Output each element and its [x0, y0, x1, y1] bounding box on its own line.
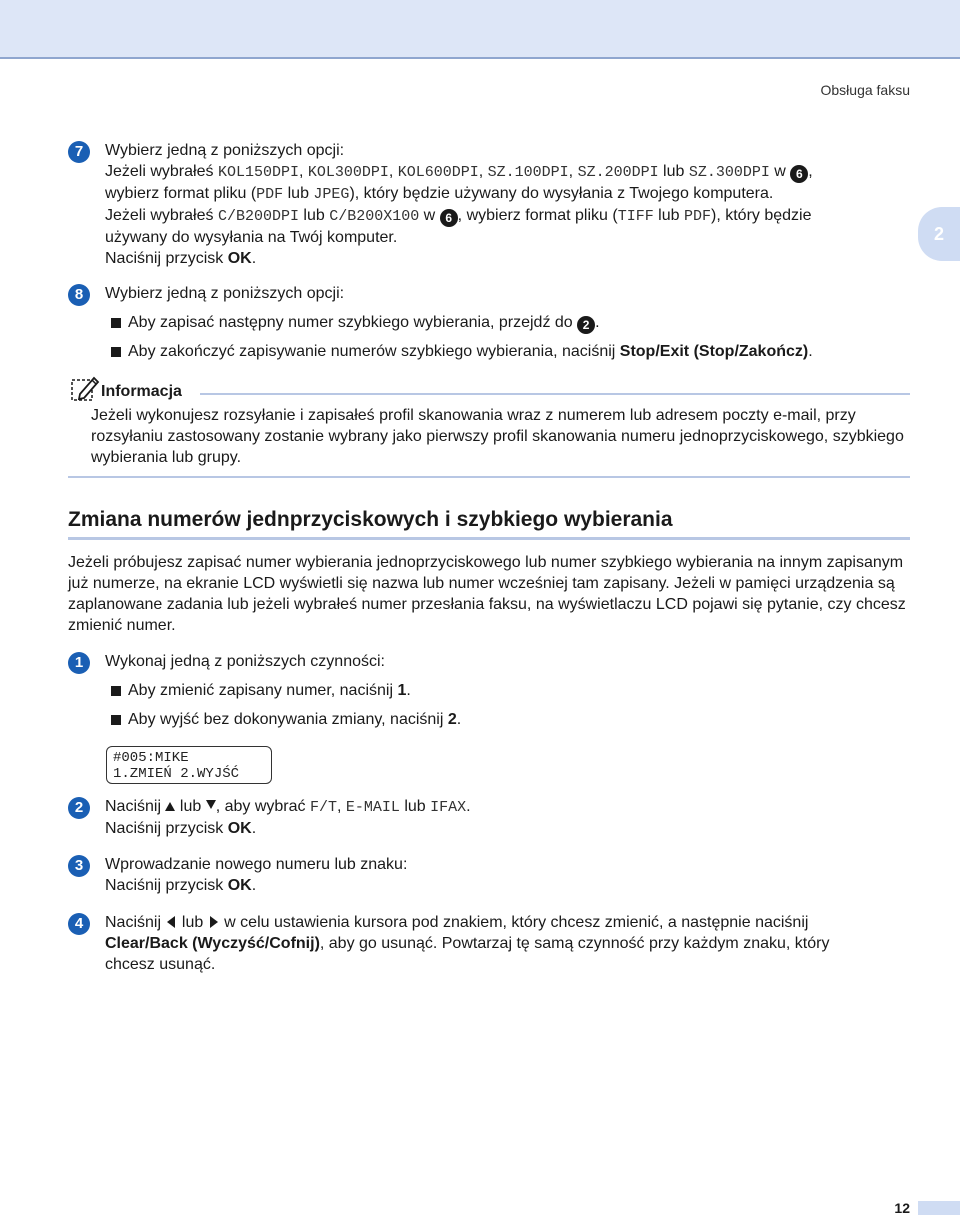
note-title: Informacja	[101, 383, 182, 400]
note-divider	[200, 393, 910, 395]
step-8	[68, 283, 910, 304]
step-number: 1	[68, 652, 90, 674]
step-4-line-3: chcesz usunąć.	[105, 956, 216, 973]
lcd-line-1: #005:MIKE	[113, 750, 189, 766]
bullet-square-icon	[111, 347, 121, 357]
step-ref-badge: 6	[440, 209, 458, 227]
step-number: 8	[68, 284, 90, 306]
step-4-line-2: Clear/Back (Wyczyść/Cofnij), aby go usunąć. Powtarzaj tę samą czynność przy każdym znaku, który	[105, 935, 830, 952]
step-ref-badge: 6	[790, 165, 808, 183]
arrow-left-icon	[167, 916, 175, 928]
step-number: 2	[68, 797, 90, 819]
step-7-line-2: Jeżeli wybrałeś KOL150DPI, KOL300DPI, KOL600DPI, SZ.100DPI, SZ.200DPI lub SZ.300DPI w 6 ,	[105, 163, 813, 181]
step-7-line-3: wybierz format pliku (PDF lub JPEG), który będzie używany do wysyłania z Twojego komputera.	[105, 185, 774, 203]
bullet-item: Aby zmienić zapisany numer, naciśnij 1.	[111, 680, 911, 701]
section-rule	[68, 537, 910, 540]
page-tab	[918, 1201, 960, 1215]
step-2-line-2: Naciśnij przycisk OK.	[105, 820, 257, 837]
top-band	[0, 0, 960, 59]
arrow-down-icon	[206, 800, 216, 809]
bullet-square-icon	[111, 715, 121, 725]
bullet-square-icon	[111, 318, 121, 328]
step-4	[68, 912, 910, 975]
step-2-line-1: Naciśnij lub , aby wybrać F/T, E-MAIL lub IFAX.	[105, 798, 471, 816]
step-3-line-1: Wprowadzanie nowego numeru lub znaku:	[105, 856, 408, 873]
step-number: 7	[68, 141, 90, 163]
step-7-line-5: używany do wysyłania na Twój komputer.	[105, 229, 398, 246]
bullet-item: Aby zapisać następny numer szybkiego wybierania, przejdź do 2 .	[111, 312, 911, 334]
step-2	[68, 796, 910, 839]
section-paragraph: Jeżeli próbujesz zapisać numer wybierania jednoprzyciskowego lub numer szybkiego wybierania na innym zapisanym już numerze, na ekranie LCD wyświetli się nazwa lub numer wcześniej tam zapisany. Jeżeli w pamięci urządzenia są zaplanowane zadania lub jeżeli wybrałeś numer przesłania faksu, na wyświetlaczu LCD pojawi się pytanie, czy chcesz zmienić numer.	[68, 554, 906, 634]
bullet-square-icon	[111, 686, 121, 696]
step-3-line-2: Naciśnij przycisk OK.	[105, 877, 257, 894]
chapter-number: 2	[933, 224, 944, 244]
step-7-line-1: Wybierz jedną z poniższych opcji:	[105, 142, 345, 159]
step-4-line-1: Naciśnij lub w celu ustawienia kursora pod znakiem, który chcesz zmienić, a następnie naciśnij	[105, 914, 809, 931]
note-bottom-divider	[68, 476, 910, 478]
arrow-right-icon	[210, 916, 218, 928]
arrow-up-icon	[165, 802, 175, 811]
section-title: Zmiana numerów jednprzyciskowych i szybkiego wybierania	[68, 508, 673, 531]
step-7-line-6: Naciśnij przycisk OK.	[105, 250, 257, 267]
note-pencil-icon	[70, 376, 100, 402]
step-number: 3	[68, 855, 90, 877]
running-header: Obsługa faksu	[820, 82, 910, 98]
step-number: 4	[68, 913, 90, 935]
page-number: 12	[894, 1200, 910, 1216]
step-1-line-1: Wykonaj jedną z poniższych czynności:	[105, 653, 385, 670]
step-ref-badge: 2	[577, 316, 595, 334]
step-3	[68, 854, 910, 896]
step-1	[68, 651, 910, 672]
lcd-display	[106, 746, 272, 784]
bullet-item: Aby zakończyć zapisywanie numerów szybkiego wybierania, naciśnij Stop/Exit (Stop/Zakończ).	[111, 341, 911, 362]
chapter-tab	[918, 207, 960, 261]
step-7-line-4: Jeżeli wybrałeś C/B200DPI lub C/B200X100 w 6 , wybierz format pliku (TIFF lub PDF), który będzie	[105, 207, 812, 225]
note-body: Jeżeli wykonujesz rozsyłanie i zapisałeś profil skanowania wraz z numerem lub adresem poczty e-mail, przy rozsyłaniu zastosowany zostanie wybrany jako pierwszy profil skanowania numeru jednoprzyciskowego, szybkiego wybierania lub grupy.	[91, 407, 904, 466]
step-7	[68, 140, 910, 269]
step-8-line-1: Wybierz jedną z poniższych opcji:	[105, 285, 345, 302]
lcd-line-2: 1.ZMIEŃ 2.WYJŚĆ	[113, 766, 240, 782]
bullet-item: Aby wyjść bez dokonywania zmiany, naciśnij 2.	[111, 709, 911, 730]
